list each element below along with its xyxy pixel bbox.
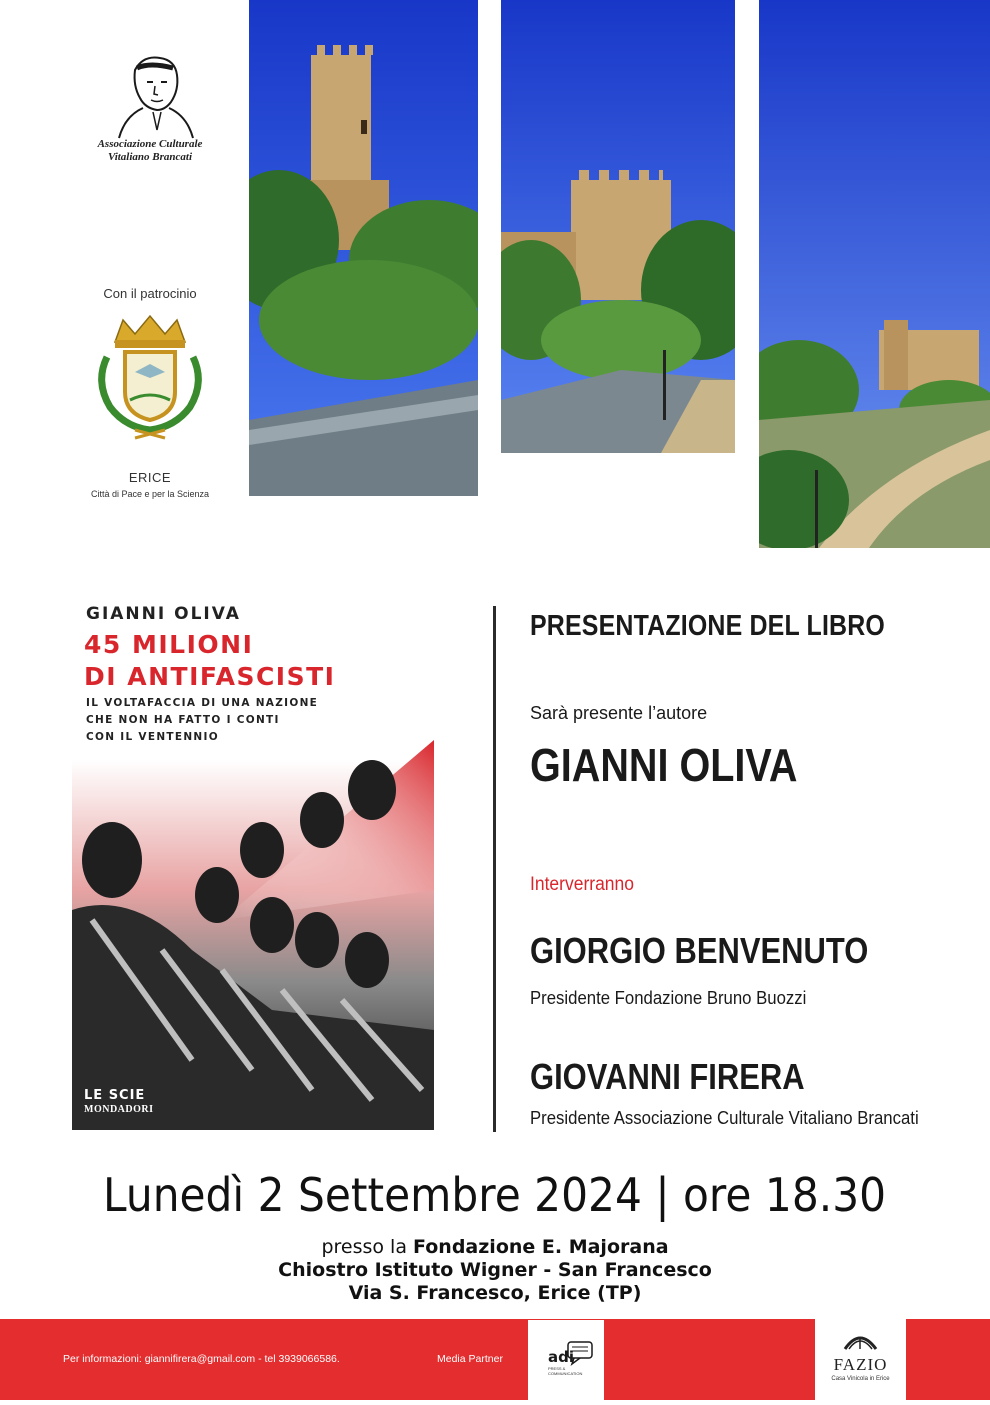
date-time-text: Lunedì 2 Settembre 2024 | ore 18.30: [103, 1168, 887, 1222]
cover-title-line1: 45 MILIONI: [84, 630, 254, 659]
venue-line2: [0, 1259, 990, 1281]
event-heading: PRESENTAZIONE DEL LIBRO: [530, 610, 885, 642]
city-motto: Città di Pace e per la Scienza: [90, 489, 210, 499]
castle-photo-3: [759, 0, 990, 548]
castle-photo-2: [501, 0, 735, 453]
cover-subtitle-line1: IL VOLTAFACCIA DI UNA NAZIONE: [86, 697, 319, 709]
media-partner-label: Media Partner: [437, 1353, 503, 1365]
fazio-name: FAZIO: [833, 1355, 888, 1374]
author-intro: Sarà presente l’autore: [530, 703, 708, 723]
venue-line2-text: Chiostro Istituto Wigner - San Francesco: [278, 1259, 712, 1281]
venue-prefix: presso la: [321, 1236, 414, 1258]
association-name-line1: Associazione Culturale: [97, 138, 203, 150]
association-name: [70, 138, 230, 164]
speakers-label: Interverranno: [530, 874, 634, 895]
cover-title-line2: DI ANTIFASCISTI: [84, 662, 336, 691]
city-name: ERICE: [128, 470, 172, 485]
cover-publisher: MONDADORI: [84, 1104, 154, 1115]
adi-logo-sub: PRESS & COMMUNICATION: [548, 1366, 583, 1376]
castle-photo-1: [249, 0, 478, 496]
patronage-label: Con il patrocinio: [103, 286, 197, 301]
author-name: GIANNI OLIVA: [530, 739, 798, 791]
venue-line3: [0, 1282, 990, 1304]
fazio-sub: Casa Vinicola in Erice: [831, 1376, 890, 1382]
speaker-role: Presidente Associazione Culturale Vitaliano Brancati: [530, 1108, 919, 1128]
event-date-time: [0, 1168, 990, 1222]
speaker-role: Presidente Fondazione Bruno Buozzi: [530, 988, 807, 1008]
association-name-line2: Vitaliano Brancati: [107, 151, 193, 163]
speaker-name: GIORGIO BENVENUTO: [530, 930, 869, 971]
cover-author: GIANNI OLIVA: [86, 604, 241, 624]
erice-crest-icon: [95, 312, 205, 442]
contact-info: Per informazioni: giannifirera@gmail.com - tel 3939066586.: [63, 1353, 340, 1365]
venue-name: Fondazione E. Majorana: [413, 1236, 669, 1258]
venue-line3-text: Via S. Francesco, Erice (TP): [348, 1282, 642, 1304]
cover-subtitle-line3: CON IL VENTENNIO: [86, 731, 219, 743]
cover-series: LE SCIE: [84, 1088, 146, 1103]
adi-logo-text: adi: [548, 1348, 575, 1366]
cover-subtitle-line2: CHE NON HA FATTO I CONTI: [86, 714, 280, 726]
vertical-divider: [493, 606, 496, 1132]
venue-line1: [0, 1236, 990, 1258]
speaker-name: GIOVANNI FIRERA: [530, 1056, 805, 1097]
